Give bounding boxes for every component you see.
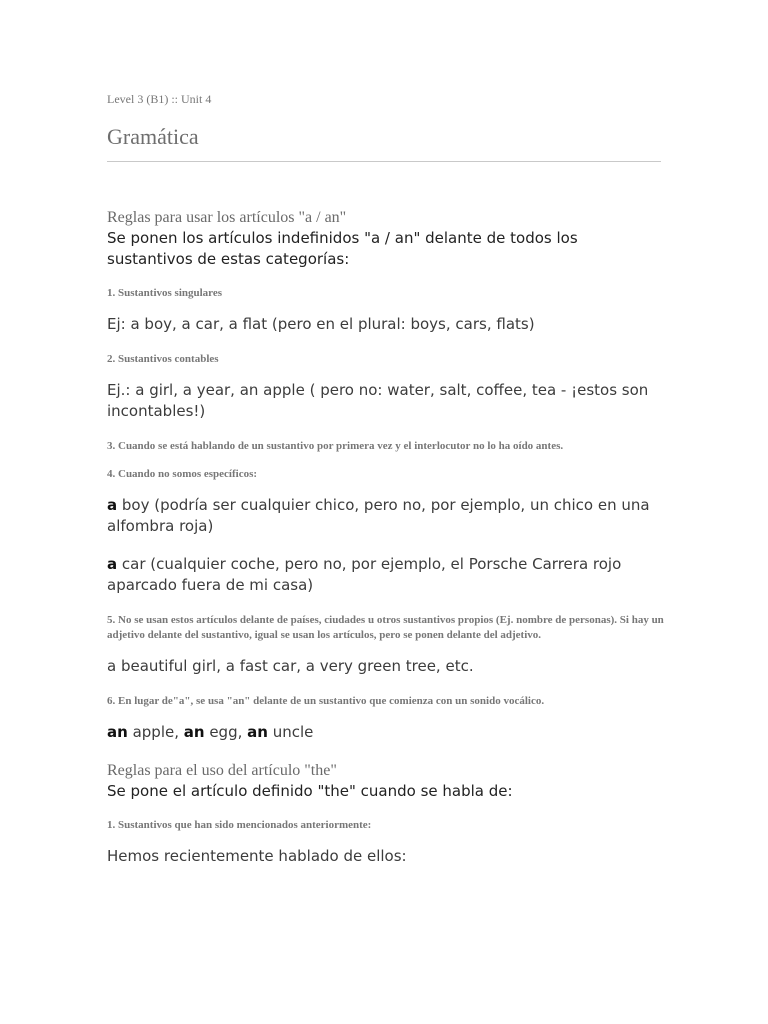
article-bold: a [107, 555, 118, 573]
example-text [107, 722, 667, 743]
rule-label: 2. Sustantivos contables [107, 353, 219, 365]
example-text [107, 495, 667, 537]
grammar-content [107, 190, 667, 884]
rule-label: 1. Sustantivos singulares [107, 287, 223, 299]
example-fragment: apple, [127, 723, 184, 741]
example-text [107, 846, 667, 867]
example-fragment: boy (podría ser cualquier chico, pero no, por ejemplo, un chico en una alfombra roja) [107, 496, 650, 535]
example-fragment: Hemos recientemente hablado de ellos: [107, 847, 407, 865]
article-bold: a [107, 496, 118, 514]
section-intro: Se pone el artículo definido "the" cuando se habla de: [107, 782, 513, 800]
section-heading: Reglas para usar los artículos "a / an" [107, 209, 347, 226]
rule-label: 4. Cuando no somos específicos: [107, 468, 258, 480]
rule-label: 1. Sustantivos que han sido mencionados anteriormente: [107, 819, 372, 831]
rule-label: 3. Cuando se está hablando de un sustantivo por primera vez y el interlocutor no lo ha oído antes. [107, 440, 564, 452]
example-text [107, 656, 667, 677]
rule-label: 6. En lugar de"a", se usa "an" delante de un sustantivo que comienza con un sonido vocálico. [107, 695, 545, 707]
example-text [107, 380, 667, 422]
example-fragment: Ej.: a girl, a year, an apple ( pero no: water, salt, coffee, tea - ¡estos son incontables!) [107, 381, 649, 420]
example-fragment: uncle [267, 723, 314, 741]
breadcrumb: Level 3 (B1) :: Unit 4 [107, 92, 212, 106]
example-text [107, 554, 667, 596]
title-divider [107, 161, 661, 162]
example-fragment: egg, [204, 723, 248, 741]
example-fragment: Ej: a boy, a car, a flat (pero en el plural: boys, cars, flats) [107, 315, 535, 333]
section-intro: Se ponen los artículos indefinidos "a / an" delante de todos los sustantivos de estas categorías: [107, 229, 578, 268]
example-fragment: a beautiful girl, a fast car, a very green tree, etc. [107, 657, 474, 675]
example-text [107, 314, 667, 335]
article-bold: an [183, 723, 205, 741]
rule-label: 5. No se usan estos artículos delante de países, ciudades u otros sustantivos propios (Ej. nombre de personas). Si hay un adjetivo delante del sustantivo, igual se usan los artículos, pero se ponen delante del adjetivo. [107, 614, 664, 641]
section-heading: Reglas para el uso del artículo "the" [107, 762, 337, 779]
page-title: Gramática [107, 124, 199, 149]
example-fragment: car (cualquier coche, pero no, por ejemplo, el Porsche Carrera rojo aparcado fuera de mi casa) [107, 555, 622, 594]
article-bold: an [107, 723, 128, 741]
article-bold: an [247, 723, 268, 741]
